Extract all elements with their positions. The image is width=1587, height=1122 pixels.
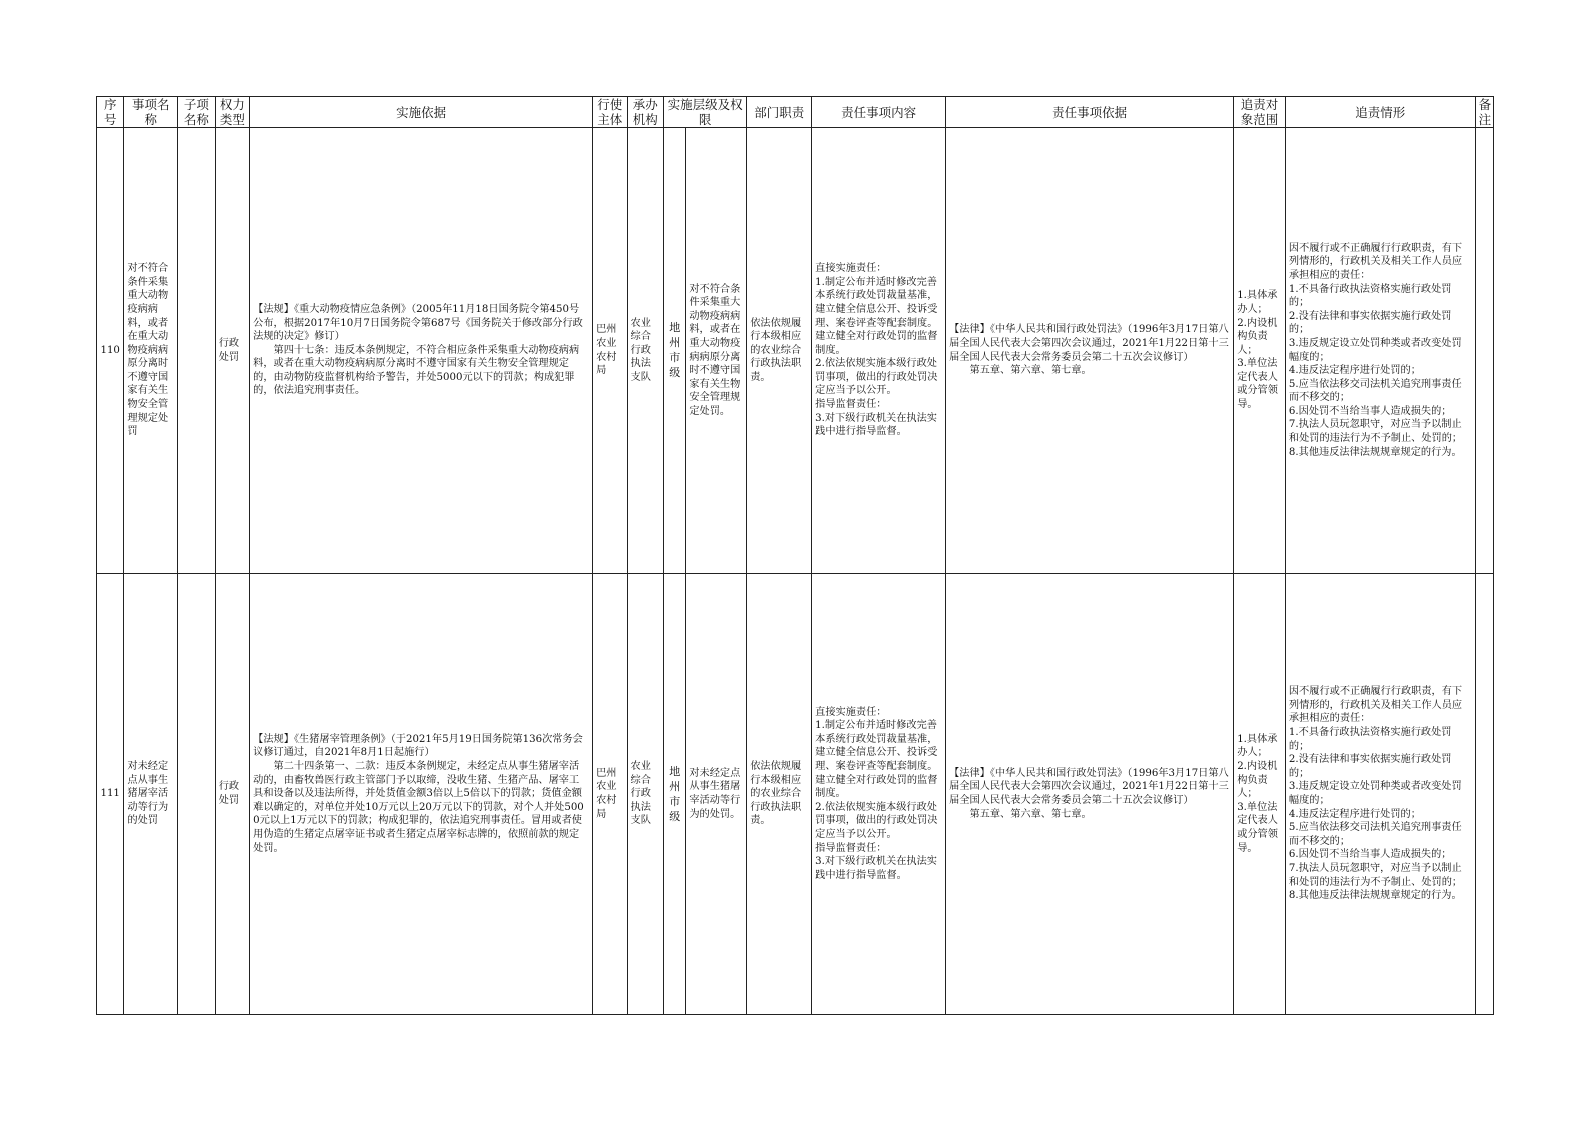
cell-subject: 巴州农业农村局 xyxy=(593,128,627,574)
cell-level xyxy=(664,574,686,1015)
cell-scope: 1.具体承办人； 2.内设机构负责人； 3.单位法定代表人或分管领导。 xyxy=(1234,128,1286,574)
header-power-type: 权力类型 xyxy=(215,97,249,128)
cell-scope: 1.具体承办人； 2.内设机构负责人； 3.单位法定代表人或分管领导。 xyxy=(1234,574,1286,1015)
header-remark: 备注 xyxy=(1475,97,1493,128)
header-resp-basis: 责任事项依据 xyxy=(946,97,1234,128)
header-situations: 追责情形 xyxy=(1285,97,1475,128)
cell-subject: 巴州农业农村局 xyxy=(593,574,627,1015)
cell-level-power: 对未经定点从事生猪屠宰活动等行为的处罚。 xyxy=(686,574,747,1015)
header-agency: 承办机构 xyxy=(627,97,664,128)
cell-remark xyxy=(1475,128,1493,574)
power-responsibility-table xyxy=(96,96,1494,1015)
header-duty: 部门职责 xyxy=(747,97,812,128)
header-level: 实施层级及权限 xyxy=(664,97,747,128)
cell-basis: 【法规】《生猪屠宰管理条例》（于2021年5月19日国务院第136次常务会议修订通过，自2021年8月1日起施行） 第二十四条第一、二款：违反本条例规定，未经定点从事生猪屠宰活动的，由畜牧兽医行政主管部门予以取缔，没收生猪、生猪产品、屠宰工具和设备以及违法所得，并处货值金额3倍以上5倍以下的罚款；货值金额难以确定的，对单位并处10万元以上20万元以下的罚款，对个人并处5000元以上1万元以下的罚款；构成犯罪的，依法追究刑事责任。冒用或者使用伪造的生猪定点屠宰证书或者生猪定点屠宰标志牌的，依照前款的规定处罚。 xyxy=(250,574,593,1015)
header-seq: 序号 xyxy=(97,97,124,128)
cell-sub-item xyxy=(178,574,216,1015)
cell-resp-basis: 【法律】《中华人民共和国行政处罚法》（1996年3月17日第八届全国人民代表大会第四次会议通过，2021年1月22日第十三届全国人民代表大会常务委员会第二十五次会议修订） 第五章、第六章、第七章。 xyxy=(946,128,1234,574)
cell-resp-basis: 【法律】《中华人民共和国行政处罚法》（1996年3月17日第八届全国人民代表大会第四次会议通过，2021年1月22日第十三届全国人民代表大会常务委员会第二十五次会议修订） 第五章、第六章、第七章。 xyxy=(946,574,1234,1015)
cell-duty: 依法依规履行本级相应的农业综合行政执法职责。 xyxy=(747,128,812,574)
document-sheet xyxy=(96,96,1494,1015)
cell-remark xyxy=(1475,574,1493,1015)
cell-basis: 【法规】《重大动物疫情应急条例》（2005年11月18日国务院令第450号公布，根据2017年10月7日国务院令第687号《国务院关于修改部分行政法规的决定》修订） 第四十七条：违反本条例规定，不符合相应条件采集重大动物疫病病料，或者在重大动物疫病病原分离时不遵守国家有关生物安全管理规定的，由动物防疫监督机构给予警告，并处5000元以下的罚款；构成犯罪的，依法追究刑事责任。 xyxy=(250,128,593,574)
cell-duty: 依法依规履行本级相应的农业综合行政执法职责。 xyxy=(747,574,812,1015)
cell-level xyxy=(664,128,686,574)
header-resp-content: 责任事项内容 xyxy=(812,97,946,128)
cell-level-power: 对不符合条件采集重大动物疫病病料，或者在重大动物疫病病原分离时不遵守国家有关生物安全管理规定处罚。 xyxy=(686,128,747,574)
table-row xyxy=(97,128,1494,574)
header-item-name: 事项名称 xyxy=(124,97,178,128)
cell-agency: 农业综合行政执法支队 xyxy=(627,128,664,574)
cell-power-type: 行政处罚 xyxy=(215,128,249,574)
cell-item-name: 对不符合条件采集重大动物疫病病料，或者在重大动物疫病病原分离时不遵守国家有关生物安全管理规定处罚 xyxy=(124,128,178,574)
header-scope: 追责对象范围 xyxy=(1234,97,1286,128)
cell-seq: 111 xyxy=(97,574,124,1015)
cell-seq: 110 xyxy=(97,128,124,574)
cell-agency: 农业综合行政执法支队 xyxy=(627,574,664,1015)
cell-situations: 因不履行或不正确履行行政职责，有下列情形的，行政机关及相关工作人员应承担相应的责任： 1.不具备行政执法资格实施行政处罚的； 2.没有法律和事实依据实施行政处罚的； 3.违反规定设立处罚种类或者改变处罚幅度的； 4.违反法定程序进行处罚的； 5.应当依法移交司法机关追究刑事责任而不移交的； 6.因处罚不当给当事人造成损失的； 7.执法人员玩忽职守，对应当予以制止和处罚的违法行为不予制止、处罚的； 8.其他违反法律法规规章规定的行为。 xyxy=(1285,128,1475,574)
header-basis: 实施依据 xyxy=(250,97,593,128)
cell-situations: 因不履行或不正确履行行政职责，有下列情形的，行政机关及相关工作人员应承担相应的责任： 1.不具备行政执法资格实施行政处罚的； 2.没有法律和事实依据实施行政处罚的； 3.违反规定设立处罚种类或者改变处罚幅度的； 4.违反法定程序进行处罚的； 5.应当依法移交司法机关追究刑事责任而不移交的； 6.因处罚不当给当事人造成损失的； 7.执法人员玩忽职守，对应当予以制止和处罚的违法行为不予制止、处罚的； 8.其他违反法律法规规章规定的行为。 xyxy=(1285,574,1475,1015)
level-text: 地州市级 xyxy=(669,764,681,823)
table-row xyxy=(97,574,1494,1015)
cell-power-type: 行政处罚 xyxy=(215,574,249,1015)
header-subject: 行使主体 xyxy=(593,97,627,128)
header-row xyxy=(97,97,1494,128)
header-sub-item: 子项名称 xyxy=(178,97,216,128)
cell-sub-item xyxy=(178,128,216,574)
cell-item-name: 对未经定点从事生猪屠宰活动等行为的处罚 xyxy=(124,574,178,1015)
level-text: 地州市级 xyxy=(669,321,681,380)
cell-resp-content: 直接实施责任： 1.制定公布并适时修改完善本系统行政处罚裁量基准，建立健全信息公开、投诉受理、案卷评查等配套制度。建立健全对行政处罚的监督制度。 2.依法依规实施本级行政处罚事项，做出的行政处罚决定应当予以公开。 指导监督责任： 3.对下级行政机关在执法实践中进行指导监督。 xyxy=(812,128,946,574)
cell-resp-content: 直接实施责任： 1.制定公布并适时修改完善本系统行政处罚裁量基准，建立健全信息公开、投诉受理、案卷评查等配套制度。建立健全对行政处罚的监督制度。 2.依法依规实施本级行政处罚事项，做出的行政处罚决定应当予以公开。 指导监督责任： 3.对下级行政机关在执法实践中进行指导监督。 xyxy=(812,574,946,1015)
